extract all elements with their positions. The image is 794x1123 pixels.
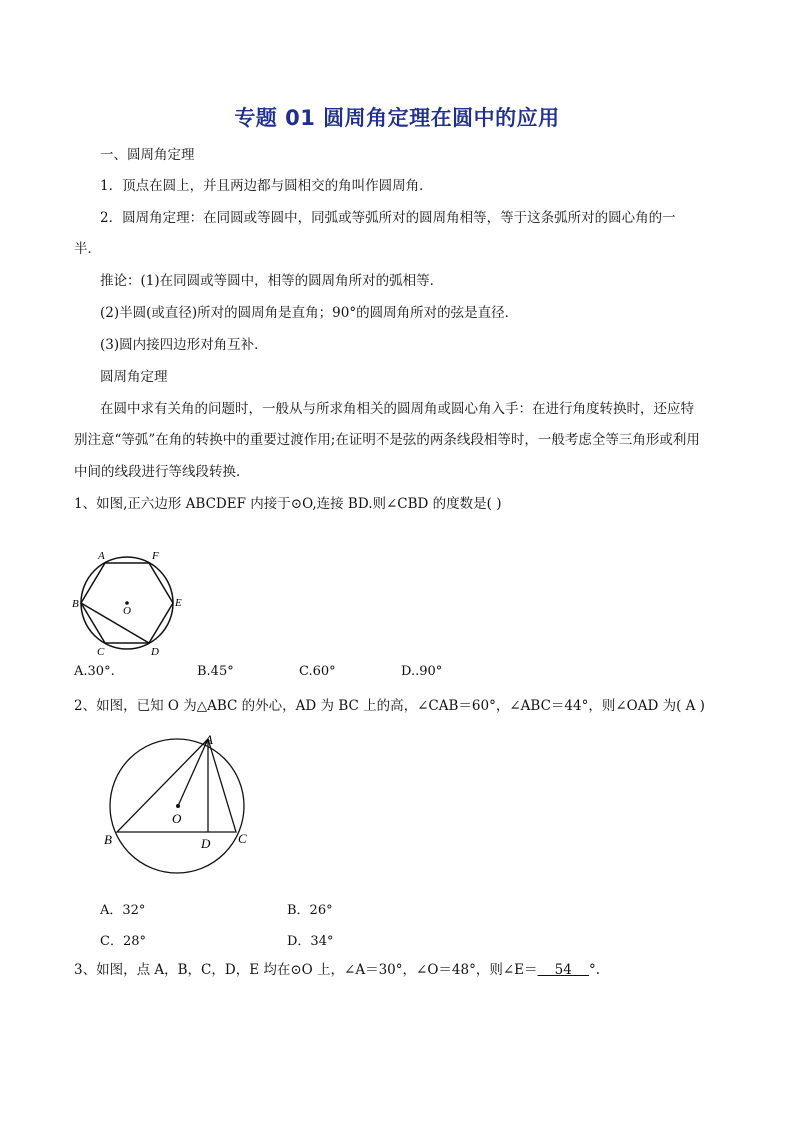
q2-option-b: B．26° [287, 903, 333, 918]
label-b: B [72, 598, 79, 610]
label-c: C [97, 646, 105, 658]
label-b: B [104, 832, 112, 847]
q2-option-d: D．34° [287, 934, 334, 949]
label-c: C [238, 831, 247, 846]
corollary-2: (2)半圆(或直径)所对的圆周角是直角；90°的圆周角所对的弦是直径． [100, 305, 519, 321]
question-1-stem: 1、如图,正六边形 ABCDEF 内接于⊙O,连接 BD.则∠CBD 的度数是( ) [74, 496, 502, 512]
question-3-unit: °. [589, 962, 601, 978]
corollary-1: 推论：(1)在同圆或等圆中，相等的圆周角所对的弧相等． [100, 273, 444, 289]
label-o: O [172, 811, 182, 826]
paragraph-1: 1．顶点在圆上，并且两边都与圆相交的角叫作圆周角． [100, 178, 433, 194]
question-2-stem: 2、如图，已知 O 为△ABC 的外心，AD 为 BC 上的高，∠CAB＝60°，∠ABC＝44°，则∠OAD 为( A ) [74, 698, 705, 714]
label-a: A [98, 550, 105, 562]
label-d: D [201, 836, 211, 851]
paragraph-2b: 半． [74, 241, 101, 257]
paragraph-2a: 2．圆周角定理：在同圆或等圆中，同弧或等弧所对的圆周角相等，等于这条弧所对的圆心角的一 [100, 210, 676, 226]
segment-bd [81, 603, 149, 643]
q1-option-a: A.30°. [74, 664, 115, 679]
section-heading-2: 圆周角定理 [100, 369, 168, 385]
q1-option-b: B.45° [197, 664, 234, 679]
paragraph-3c: 中间的线段进行等线段转换． [74, 464, 250, 480]
label-d: D [151, 646, 159, 658]
label-o: O [123, 605, 131, 617]
hexagon-figure [64, 540, 204, 665]
segment-ao [178, 739, 208, 806]
q1-option-c: C.60° [299, 664, 336, 679]
paragraph-3b: 别注意“等弧”在角的转换中的重要过渡作用;在证明不是弦的两条线段相等时，一般考虑全等三角形或利用 [74, 432, 700, 448]
corollary-3: (3)圆内接四边形对角互补． [100, 337, 268, 353]
question-3-answer: 54 [537, 962, 589, 978]
paragraph-3a: 在圆中求有关角的问题时，一般从与所求角相关的圆周角或圆心角入手：在进行角度转换时，还应特 [100, 401, 694, 417]
page-title: 专题 01 圆周角定理在圆中的应用 [234, 106, 560, 130]
q2-option-c: C．28° [100, 934, 146, 949]
label-e: E [175, 597, 182, 609]
q2-option-a: A．32° [100, 903, 146, 918]
question-3-text: 3、如图，点 A，B，C，D，E 均在⊙O 上，∠A＝30°，∠O＝48°，则∠E＝ [74, 962, 538, 978]
section-heading-1: 一、圆周角定理 [100, 147, 195, 163]
label-a: A [205, 732, 213, 747]
center-o [176, 804, 180, 808]
label-f: F [152, 550, 159, 562]
question-3-stem [74, 961, 600, 979]
q1-option-d: D..90° [401, 664, 443, 679]
triangle-figure [96, 728, 266, 878]
